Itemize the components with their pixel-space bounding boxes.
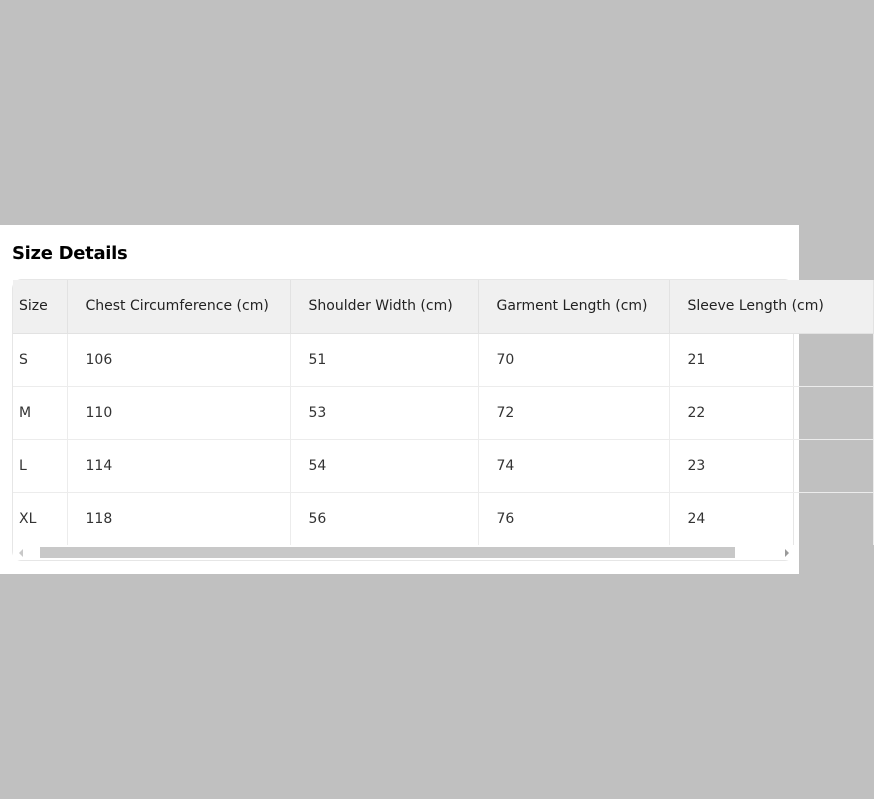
cell-length: 70	[478, 333, 669, 386]
cell-shoulder: 54	[290, 439, 478, 492]
cell-shoulder: 53	[290, 386, 478, 439]
table-row	[13, 439, 873, 492]
cell-sleeve: 22	[669, 386, 873, 439]
header-chest-circumference: Chest Circumference (cm)	[67, 280, 290, 333]
cell-size: S	[13, 333, 67, 386]
cell-sleeve: 23	[669, 439, 873, 492]
header-shoulder-width: Shoulder Width (cm)	[290, 280, 478, 333]
table-header-row	[13, 280, 873, 333]
cell-chest: 106	[67, 333, 290, 386]
table-row	[13, 492, 873, 545]
cell-size: M	[13, 386, 67, 439]
cell-sleeve: 24	[669, 492, 873, 545]
horizontal-scrollbar[interactable]	[13, 545, 795, 560]
cell-chest: 114	[67, 439, 290, 492]
cell-shoulder: 51	[290, 333, 478, 386]
cell-length: 72	[478, 386, 669, 439]
cell-size: XL	[13, 492, 67, 545]
header-sleeve-length: Sleeve Length (cm)	[669, 280, 873, 333]
cell-shoulder: 56	[290, 492, 478, 545]
section-title: Size Details	[12, 243, 128, 264]
table-scroll-area[interactable]	[13, 280, 824, 545]
size-table	[13, 280, 874, 545]
scroll-right-arrow-icon[interactable]	[785, 549, 789, 557]
cell-length: 76	[478, 492, 669, 545]
scrollbar-thumb[interactable]	[40, 547, 735, 558]
size-table-container	[12, 279, 824, 561]
cell-sleeve: 21	[669, 333, 873, 386]
cell-length: 74	[478, 439, 669, 492]
table-row	[13, 386, 873, 439]
header-garment-length: Garment Length (cm)	[478, 280, 669, 333]
cell-size: L	[13, 439, 67, 492]
cell-chest: 118	[67, 492, 290, 545]
scroll-left-arrow-icon[interactable]	[19, 549, 23, 557]
header-size: Size	[13, 280, 67, 333]
table-row	[13, 333, 873, 386]
cell-chest: 110	[67, 386, 290, 439]
